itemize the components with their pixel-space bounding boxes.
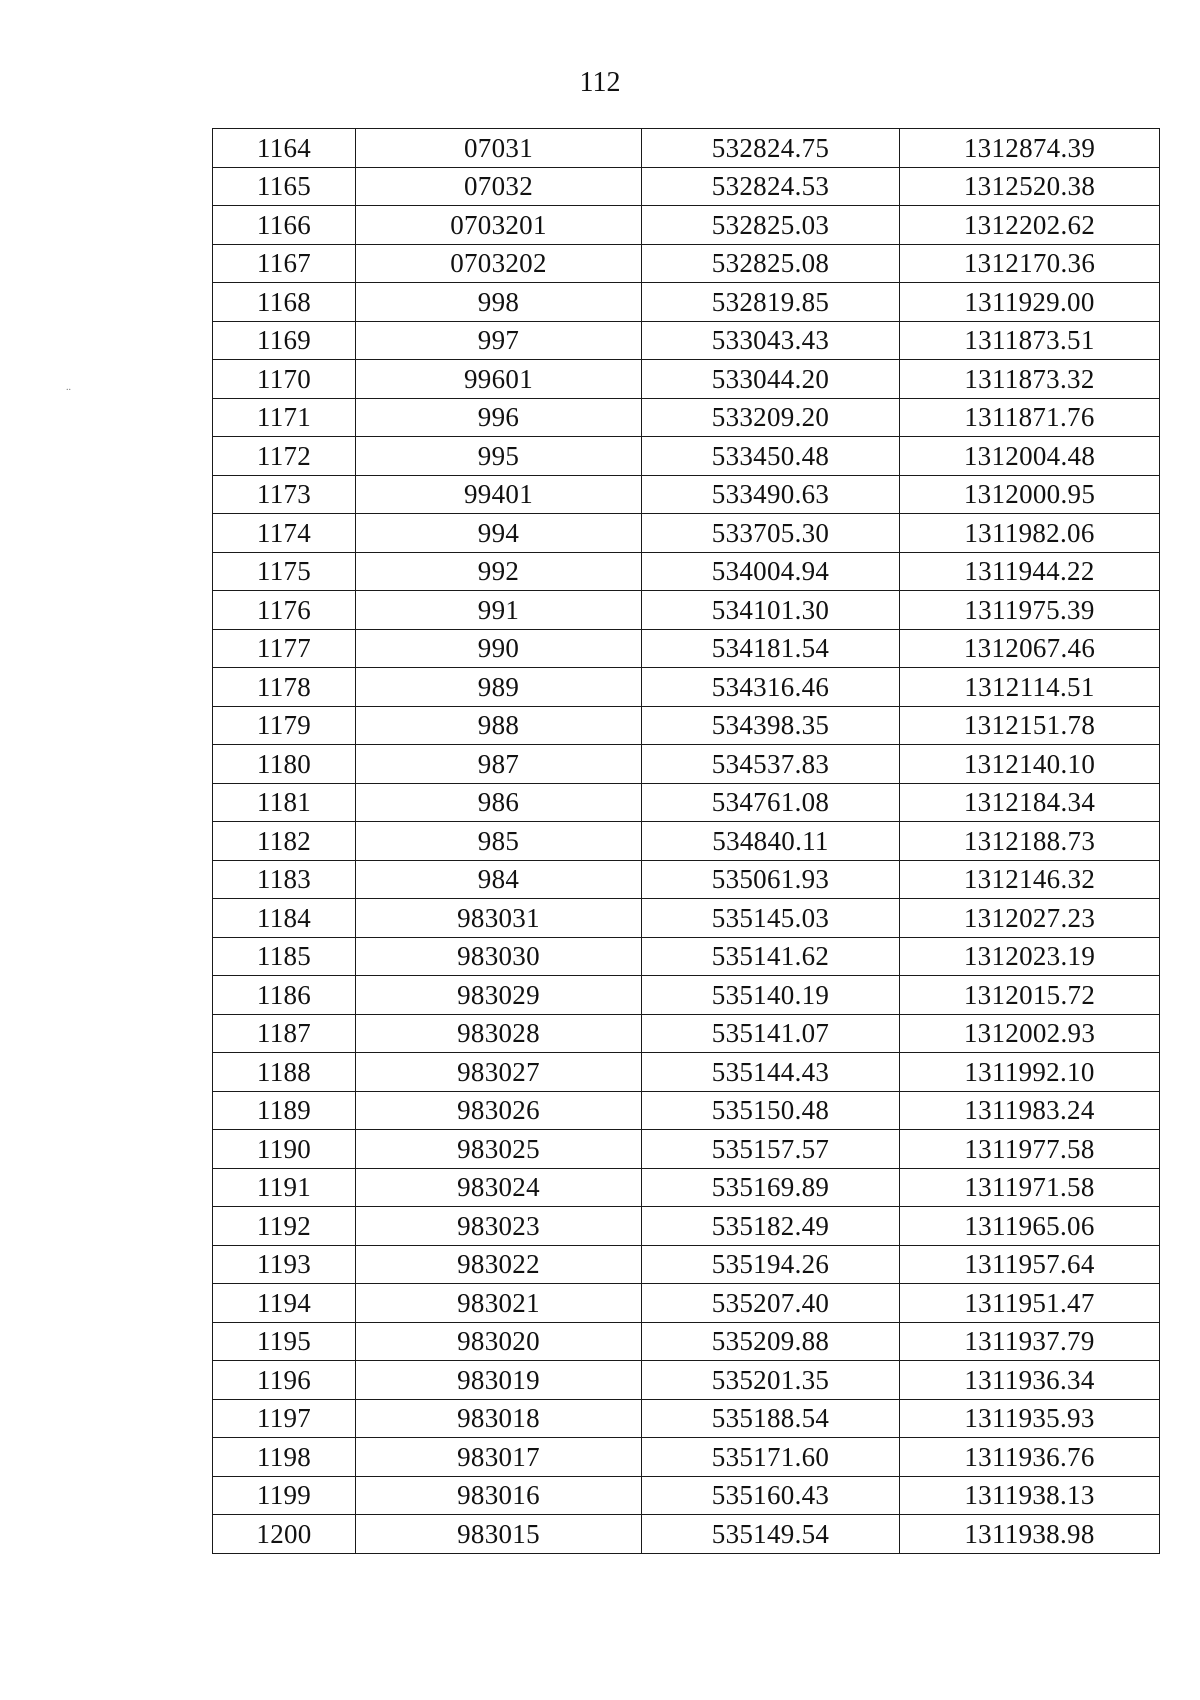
table-row (213, 321, 1160, 360)
row-index-cell: 1194 (213, 1284, 356, 1323)
point-id-cell: 983015 (356, 1515, 642, 1554)
row-index-cell: 1188 (213, 1053, 356, 1092)
table-row (213, 1322, 1160, 1361)
point-id-cell: 983029 (356, 976, 642, 1015)
point-id-cell: 99401 (356, 475, 642, 514)
y-coordinate-cell: 1311957.64 (900, 1245, 1160, 1284)
x-coordinate-cell: 535141.62 (642, 937, 900, 976)
point-id-cell: 983031 (356, 899, 642, 938)
point-id-cell: 983030 (356, 937, 642, 976)
table-row (213, 1438, 1160, 1477)
x-coordinate-cell: 535149.54 (642, 1515, 900, 1554)
row-index-cell: 1167 (213, 244, 356, 283)
point-id-cell: 986 (356, 783, 642, 822)
row-index-cell: 1180 (213, 745, 356, 784)
x-coordinate-cell: 533705.30 (642, 514, 900, 553)
row-index-cell: 1200 (213, 1515, 356, 1554)
row-index-cell: 1172 (213, 437, 356, 476)
y-coordinate-cell: 1312202.62 (900, 206, 1160, 245)
table-row (213, 1399, 1160, 1438)
row-index-cell: 1175 (213, 552, 356, 591)
y-coordinate-cell: 1311938.13 (900, 1476, 1160, 1515)
x-coordinate-cell: 534398.35 (642, 706, 900, 745)
row-index-cell: 1183 (213, 860, 356, 899)
x-coordinate-cell: 533043.43 (642, 321, 900, 360)
row-index-cell: 1178 (213, 668, 356, 707)
table-row (213, 1014, 1160, 1053)
x-coordinate-cell: 535194.26 (642, 1245, 900, 1284)
y-coordinate-cell: 1311982.06 (900, 514, 1160, 553)
coordinates-table (212, 128, 1160, 1554)
point-id-cell: 994 (356, 514, 642, 553)
y-coordinate-cell: 1312002.93 (900, 1014, 1160, 1053)
point-id-cell: 983022 (356, 1245, 642, 1284)
table-row (213, 283, 1160, 322)
point-id-cell: 07032 (356, 167, 642, 206)
y-coordinate-cell: 1312184.34 (900, 783, 1160, 822)
row-index-cell: 1190 (213, 1130, 356, 1169)
table-row (213, 976, 1160, 1015)
y-coordinate-cell: 1312000.95 (900, 475, 1160, 514)
table-row (213, 1091, 1160, 1130)
row-index-cell: 1196 (213, 1361, 356, 1400)
y-coordinate-cell: 1312140.10 (900, 745, 1160, 784)
row-index-cell: 1166 (213, 206, 356, 245)
y-coordinate-cell: 1312520.38 (900, 167, 1160, 206)
table-row (213, 937, 1160, 976)
row-index-cell: 1195 (213, 1322, 356, 1361)
x-coordinate-cell: 533450.48 (642, 437, 900, 476)
y-coordinate-cell: 1311975.39 (900, 591, 1160, 630)
y-coordinate-cell: 1311951.47 (900, 1284, 1160, 1323)
row-index-cell: 1177 (213, 629, 356, 668)
x-coordinate-cell: 535182.49 (642, 1207, 900, 1246)
row-index-cell: 1199 (213, 1476, 356, 1515)
y-coordinate-cell: 1312874.39 (900, 129, 1160, 168)
y-coordinate-cell: 1312114.51 (900, 668, 1160, 707)
y-coordinate-cell: 1311871.76 (900, 398, 1160, 437)
point-id-cell: 983027 (356, 1053, 642, 1092)
x-coordinate-cell: 535150.48 (642, 1091, 900, 1130)
y-coordinate-cell: 1312151.78 (900, 706, 1160, 745)
x-coordinate-cell: 535141.07 (642, 1014, 900, 1053)
table-row (213, 1284, 1160, 1323)
table-row (213, 822, 1160, 861)
y-coordinate-cell: 1311938.98 (900, 1515, 1160, 1554)
table-row (213, 899, 1160, 938)
table-row (213, 1476, 1160, 1515)
point-id-cell: 0703201 (356, 206, 642, 245)
x-coordinate-cell: 532824.75 (642, 129, 900, 168)
table-row (213, 360, 1160, 399)
table-row (213, 1130, 1160, 1169)
point-id-cell: 983020 (356, 1322, 642, 1361)
y-coordinate-cell: 1312027.23 (900, 899, 1160, 938)
table-row (213, 1361, 1160, 1400)
point-id-cell: 99601 (356, 360, 642, 399)
point-id-cell: 997 (356, 321, 642, 360)
table-row (213, 475, 1160, 514)
coordinates-table-container (212, 128, 1159, 1554)
x-coordinate-cell: 533044.20 (642, 360, 900, 399)
row-index-cell: 1192 (213, 1207, 356, 1246)
x-coordinate-cell: 534537.83 (642, 745, 900, 784)
table-row (213, 1053, 1160, 1092)
x-coordinate-cell: 534761.08 (642, 783, 900, 822)
y-coordinate-cell: 1312188.73 (900, 822, 1160, 861)
x-coordinate-cell: 532819.85 (642, 283, 900, 322)
table-row (213, 552, 1160, 591)
row-index-cell: 1184 (213, 899, 356, 938)
row-index-cell: 1169 (213, 321, 356, 360)
y-coordinate-cell: 1311971.58 (900, 1168, 1160, 1207)
y-coordinate-cell: 1311944.22 (900, 552, 1160, 591)
y-coordinate-cell: 1311929.00 (900, 283, 1160, 322)
row-index-cell: 1174 (213, 514, 356, 553)
row-index-cell: 1168 (213, 283, 356, 322)
table-row (213, 1245, 1160, 1284)
row-index-cell: 1165 (213, 167, 356, 206)
y-coordinate-cell: 1311936.34 (900, 1361, 1160, 1400)
x-coordinate-cell: 535201.35 (642, 1361, 900, 1400)
y-coordinate-cell: 1311873.51 (900, 321, 1160, 360)
point-id-cell: 991 (356, 591, 642, 630)
point-id-cell: 985 (356, 822, 642, 861)
row-index-cell: 1198 (213, 1438, 356, 1477)
point-id-cell: 983025 (356, 1130, 642, 1169)
page-number: 112 (579, 67, 621, 98)
x-coordinate-cell: 535145.03 (642, 899, 900, 938)
y-coordinate-cell: 1311983.24 (900, 1091, 1160, 1130)
row-index-cell: 1187 (213, 1014, 356, 1053)
table-row (213, 514, 1160, 553)
point-id-cell: 992 (356, 552, 642, 591)
table-row (213, 591, 1160, 630)
row-index-cell: 1186 (213, 976, 356, 1015)
table-row (213, 206, 1160, 245)
table-row (213, 129, 1160, 168)
row-index-cell: 1193 (213, 1245, 356, 1284)
x-coordinate-cell: 534004.94 (642, 552, 900, 591)
x-coordinate-cell: 535171.60 (642, 1438, 900, 1477)
point-id-cell: 983017 (356, 1438, 642, 1477)
y-coordinate-cell: 1311873.32 (900, 360, 1160, 399)
y-coordinate-cell: 1311965.06 (900, 1207, 1160, 1246)
row-index-cell: 1181 (213, 783, 356, 822)
point-id-cell: 990 (356, 629, 642, 668)
y-coordinate-cell: 1311936.76 (900, 1438, 1160, 1477)
x-coordinate-cell: 534181.54 (642, 629, 900, 668)
x-coordinate-cell: 533490.63 (642, 475, 900, 514)
point-id-cell: 996 (356, 398, 642, 437)
table-row (213, 1515, 1160, 1554)
table-row (213, 437, 1160, 476)
row-index-cell: 1189 (213, 1091, 356, 1130)
x-coordinate-cell: 535188.54 (642, 1399, 900, 1438)
point-id-cell: 984 (356, 860, 642, 899)
table-row (213, 398, 1160, 437)
point-id-cell: 983028 (356, 1014, 642, 1053)
point-id-cell: 998 (356, 283, 642, 322)
x-coordinate-cell: 535140.19 (642, 976, 900, 1015)
table-row (213, 244, 1160, 283)
y-coordinate-cell: 1312023.19 (900, 937, 1160, 976)
table-row (213, 783, 1160, 822)
point-id-cell: 983019 (356, 1361, 642, 1400)
table-row (213, 167, 1160, 206)
point-id-cell: 983016 (356, 1476, 642, 1515)
y-coordinate-cell: 1311977.58 (900, 1130, 1160, 1169)
x-coordinate-cell: 534316.46 (642, 668, 900, 707)
point-id-cell: 983024 (356, 1168, 642, 1207)
point-id-cell: 988 (356, 706, 642, 745)
row-index-cell: 1164 (213, 129, 356, 168)
row-index-cell: 1197 (213, 1399, 356, 1438)
x-coordinate-cell: 535160.43 (642, 1476, 900, 1515)
point-id-cell: 995 (356, 437, 642, 476)
x-coordinate-cell: 534101.30 (642, 591, 900, 630)
y-coordinate-cell: 1312015.72 (900, 976, 1160, 1015)
table-body (213, 129, 1160, 1554)
scan-speck: .. (66, 382, 71, 393)
table-row (213, 860, 1160, 899)
row-index-cell: 1176 (213, 591, 356, 630)
table-row (213, 745, 1160, 784)
row-index-cell: 1173 (213, 475, 356, 514)
x-coordinate-cell: 533209.20 (642, 398, 900, 437)
table-row (213, 1168, 1160, 1207)
table-row (213, 629, 1160, 668)
x-coordinate-cell: 532825.08 (642, 244, 900, 283)
point-id-cell: 983023 (356, 1207, 642, 1246)
point-id-cell: 983026 (356, 1091, 642, 1130)
x-coordinate-cell: 535209.88 (642, 1322, 900, 1361)
x-coordinate-cell: 535144.43 (642, 1053, 900, 1092)
x-coordinate-cell: 535207.40 (642, 1284, 900, 1323)
point-id-cell: 987 (356, 745, 642, 784)
point-id-cell: 983018 (356, 1399, 642, 1438)
row-index-cell: 1170 (213, 360, 356, 399)
y-coordinate-cell: 1311935.93 (900, 1399, 1160, 1438)
point-id-cell: 989 (356, 668, 642, 707)
x-coordinate-cell: 535157.57 (642, 1130, 900, 1169)
x-coordinate-cell: 532825.03 (642, 206, 900, 245)
point-id-cell: 0703202 (356, 244, 642, 283)
y-coordinate-cell: 1312146.32 (900, 860, 1160, 899)
table-row (213, 1207, 1160, 1246)
table-row (213, 668, 1160, 707)
row-index-cell: 1171 (213, 398, 356, 437)
y-coordinate-cell: 1312170.36 (900, 244, 1160, 283)
y-coordinate-cell: 1312067.46 (900, 629, 1160, 668)
x-coordinate-cell: 532824.53 (642, 167, 900, 206)
point-id-cell: 07031 (356, 129, 642, 168)
y-coordinate-cell: 1312004.48 (900, 437, 1160, 476)
row-index-cell: 1182 (213, 822, 356, 861)
row-index-cell: 1185 (213, 937, 356, 976)
point-id-cell: 983021 (356, 1284, 642, 1323)
y-coordinate-cell: 1311992.10 (900, 1053, 1160, 1092)
row-index-cell: 1179 (213, 706, 356, 745)
x-coordinate-cell: 534840.11 (642, 822, 900, 861)
table-row (213, 706, 1160, 745)
x-coordinate-cell: 535169.89 (642, 1168, 900, 1207)
x-coordinate-cell: 535061.93 (642, 860, 900, 899)
row-index-cell: 1191 (213, 1168, 356, 1207)
y-coordinate-cell: 1311937.79 (900, 1322, 1160, 1361)
